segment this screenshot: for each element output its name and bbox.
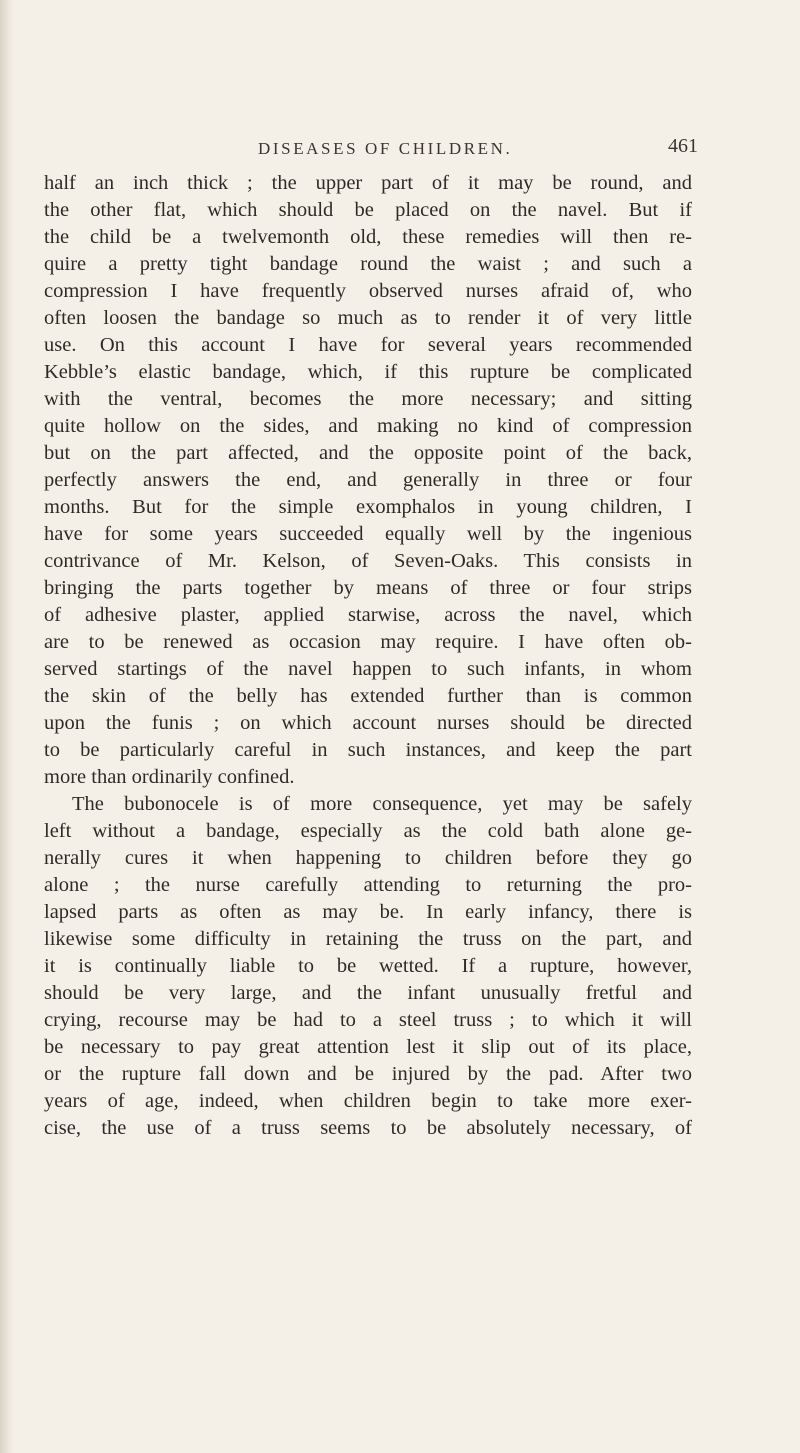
text-line: are to be renewed as occasion may require. I have often ob- [44, 631, 692, 653]
text-line: be necessary to pay great attention lest it slip out of its place, [44, 1036, 692, 1058]
running-head: DISEASES OF CHILDREN. [258, 139, 513, 158]
text-line: but on the part affected, and the opposite point of the back, [44, 442, 692, 464]
text-line: upon the funis ; on which account nurses should be directed [44, 712, 692, 734]
text-line: perfectly answers the end, and generally in three or four [44, 469, 692, 491]
text-line: or the rupture fall down and be injured by the pad. After two [44, 1063, 692, 1085]
text-line: often loosen the bandage so much as to render it of very little [44, 307, 692, 329]
text-line: contrivance of Mr. Kelson, of Seven-Oaks. This consists in [44, 550, 692, 572]
text-line: alone ; the nurse carefully attending to returning the pro- [44, 874, 692, 896]
text-line: quire a pretty tight bandage round the waist ; and such a [44, 253, 692, 275]
text-line: years of age, indeed, when children begin to take more exer- [44, 1090, 692, 1112]
text-line: bringing the parts together by means of three or four strips [44, 577, 692, 599]
text-line: crying, recourse may be had to a steel truss ; to which it will [44, 1009, 692, 1031]
page-gutter-shadow [0, 0, 14, 1453]
text-line: half an inch thick ; the upper part of it may be round, and [44, 172, 692, 194]
text-line: left without a bandage, especially as the cold bath alone ge- [44, 820, 692, 842]
paragraph-end-line: more than ordinarily confined. [44, 766, 295, 788]
page-number: 461 [668, 135, 698, 157]
text-line: months. But for the simple exomphalos in young children, I [44, 496, 692, 518]
text-line: with the ventral, becomes the more necessary; and sitting [44, 388, 692, 410]
text-line: to be particularly careful in such instances, and keep the part [44, 739, 692, 761]
text-line: it is continually liable to be wetted. If a rupture, however, [44, 955, 692, 977]
page-header [258, 133, 698, 163]
text-line: cise, the use of a truss seems to be absolutely necessary, of [44, 1117, 692, 1139]
text-line: lapsed parts as often as may be. In early infancy, there is [44, 901, 692, 923]
text-line: the child be a twelvemonth old, these remedies will then re- [44, 226, 692, 248]
paragraph-start-line: The bubonocele is of more consequence, yet may be safely [72, 793, 692, 815]
text-line: the skin of the belly has extended further than is common [44, 685, 692, 707]
text-line: likewise some difficulty in retaining the truss on the part, and [44, 928, 692, 950]
text-line: compression I have frequently observed nurses afraid of, who [44, 280, 692, 302]
text-line: Kebble’s elastic bandage, which, if this rupture be complicated [44, 361, 692, 383]
text-line: the other flat, which should be placed on the navel. But if [44, 199, 692, 221]
text-line: of adhesive plaster, applied starwise, across the navel, which [44, 604, 692, 626]
text-line: served startings of the navel happen to such infants, in whom [44, 658, 692, 680]
text-line: nerally cures it when happening to children before they go [44, 847, 692, 869]
text-line: should be very large, and the infant unusually fretful and [44, 982, 692, 1004]
text-line: quite hollow on the sides, and making no kind of compression [44, 415, 692, 437]
text-line: use. On this account I have for several years recommended [44, 334, 692, 356]
body-text [44, 170, 692, 1142]
text-line: have for some years succeeded equally well by the ingenious [44, 523, 692, 545]
